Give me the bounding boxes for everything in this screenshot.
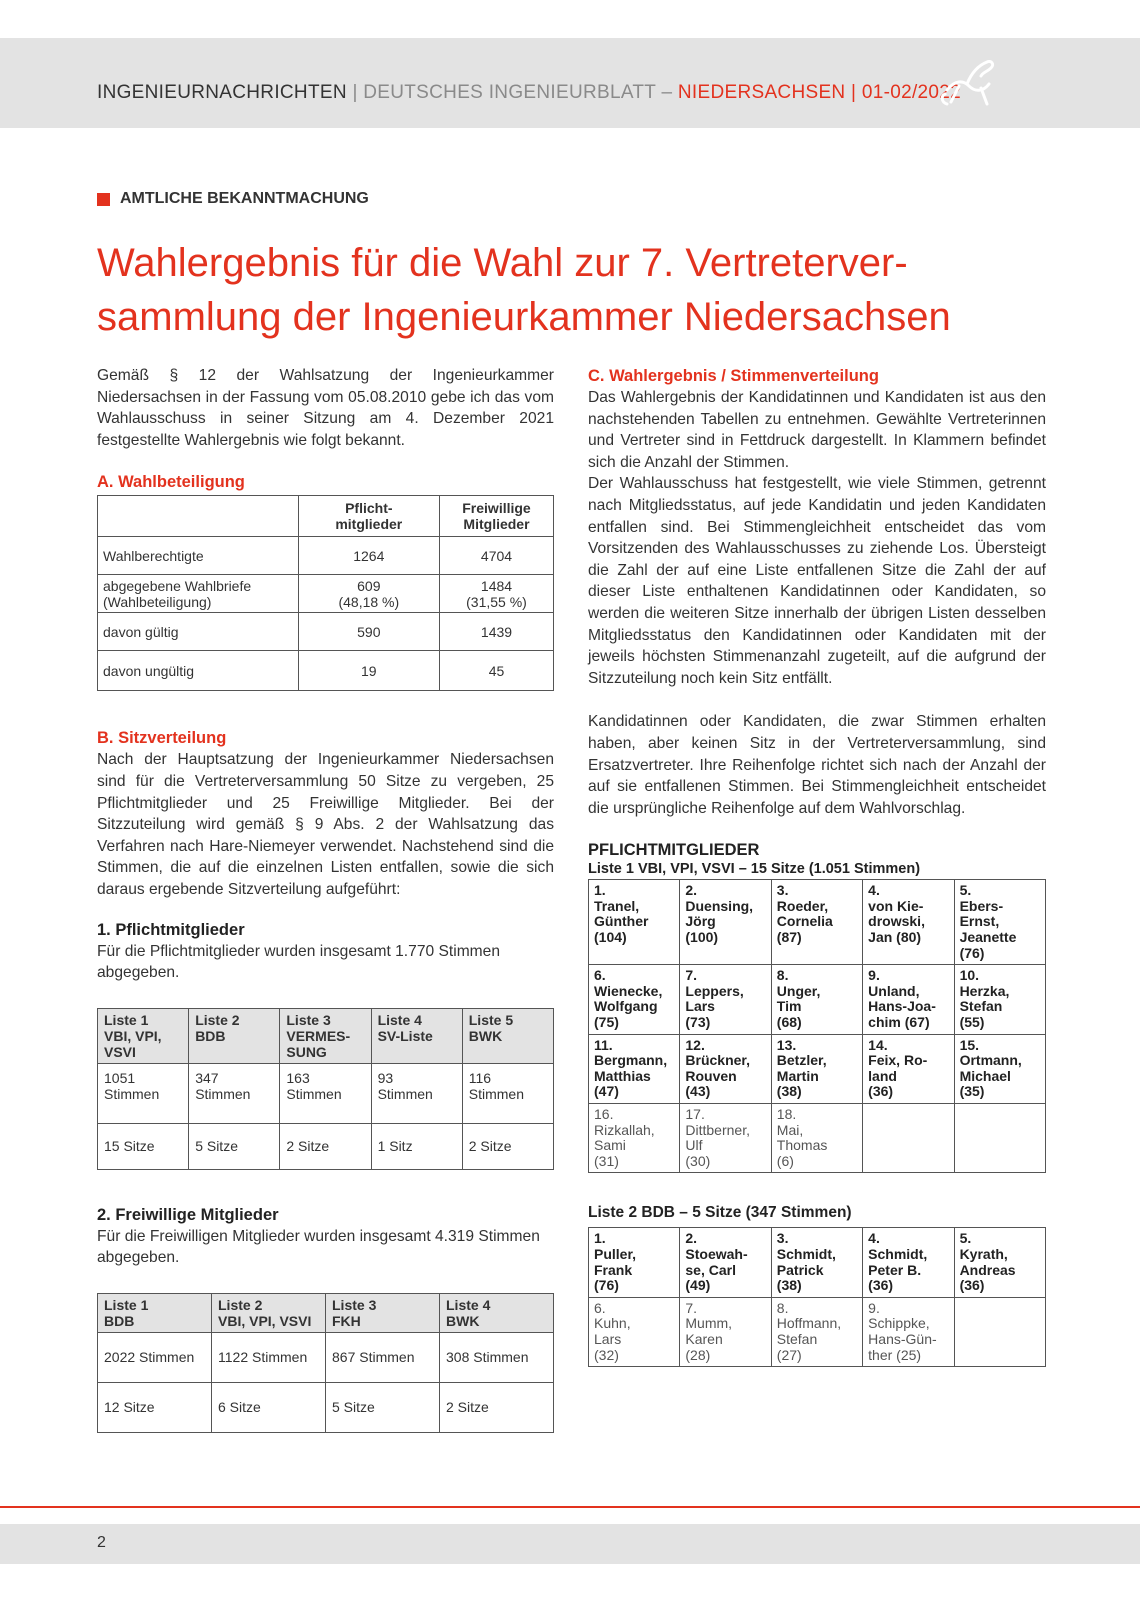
- candidate-line: Kyrath,: [959, 1245, 1008, 1262]
- section-c-paragraph-2: Der Wahlausschuss hat festgestellt, wie viele Stimmen, getrennt nach Mitgliedsstatus, auf jede Kandidatin und jeden Kandidaten entfallen sind. Bei Stimmengleichheit entscheidet das vom Vorsitzenden des Wahlausschusses zu ziehende Los. Übersteigt die Zahl der auf eine Liste entfallenen Sitze die Zahl der auf dieser Liste enthaltenen Kandidatinnen oder Kandidaten, so werden die weiteren Sitze innerhalb der übrigen Listen desselben Mitgliedsstatus den Kandidatinnen oder Kandidaten mit der jeweils höchsten Stimmenanzahl zugeteilt, auf die aufgrund der Sitzzuteilung noch kein Sitz entfällt.: [588, 475, 1046, 687]
- turnout-header-pflicht: Pflicht- mitglieder: [298, 496, 439, 537]
- candidate-line: Schippke,: [868, 1315, 930, 1332]
- candidate-line: Frank: [594, 1261, 633, 1278]
- section-a-heading: A. Wahlbeteiligung: [97, 473, 245, 492]
- elected-candidate: [863, 880, 954, 965]
- list-votes: 2022 Stimmen: [98, 1332, 212, 1382]
- header-separator: |: [346, 82, 364, 103]
- turnout-row-label: abgegebene Wahlbriefe (Wahlbeteiligung): [98, 575, 299, 613]
- candidate-line: land: [868, 1067, 897, 1084]
- candidate-line: 17.: [685, 1106, 705, 1122]
- candidate-line: chim (67): [868, 1014, 930, 1031]
- elected-candidate: [589, 1034, 680, 1103]
- list-seats: 1 Sitz: [371, 1123, 462, 1169]
- candidate-line: Wienecke,: [594, 982, 663, 999]
- section-c-paragraph-3: Kandidatinnen oder Kandidaten, die zwar Stimmen erhalten haben, aber keinen Sitz in der Vertreterversammlung, sind Ersatzvertreter. Ihre Reihenfolge richtet sich nach der Anzahl der auf sie entfallenen Stimmen. Bei Stimmengleichheit entscheidet die ursprüngliche Reihenfolge auf dem Wahlvorschlag.: [588, 713, 1046, 817]
- candidate-line: (47): [594, 1083, 619, 1100]
- candidate-line: Michael: [959, 1067, 1011, 1084]
- candidate-line: 3.: [776, 1230, 789, 1247]
- candidate-line: Ernst,: [959, 913, 1000, 930]
- elected-candidate: [863, 1228, 954, 1297]
- freiwillig-seat-header-row: [98, 1293, 554, 1332]
- empty-cell: [863, 1104, 954, 1173]
- candidate-line: (76): [959, 944, 985, 961]
- candidate-line: 1.: [594, 1230, 606, 1247]
- candidate-line: Sami: [594, 1137, 626, 1154]
- candidate-line: (31): [594, 1152, 619, 1169]
- table-row: [98, 613, 554, 651]
- list-votes: 93 Stimmen: [371, 1063, 462, 1123]
- list-seats: 2 Sitze: [440, 1382, 554, 1432]
- elected-candidate: [863, 1034, 954, 1103]
- candidate-line: 6.: [594, 967, 606, 984]
- table-row: [98, 1332, 554, 1382]
- candidate-line: Wolfgang: [594, 998, 658, 1015]
- candidate-line: Jörg: [685, 913, 716, 930]
- list-votes: 1051 Stimmen: [98, 1063, 189, 1123]
- table-row: [98, 1123, 554, 1169]
- list1-candidate-table: [588, 879, 1046, 1173]
- elected-candidate: [589, 880, 680, 965]
- title-line-2: sammlung der Ingenieurkammer Niedersachsen: [97, 295, 951, 339]
- candidate-line: (38): [776, 1277, 802, 1294]
- candidate-line: 10.: [959, 967, 980, 984]
- candidate-line: Hans-Joa-: [868, 998, 936, 1015]
- page-title: [97, 236, 1017, 344]
- list-seats: 2 Sitze: [280, 1123, 371, 1169]
- candidate-line: Dittberner,: [685, 1121, 750, 1138]
- candidate-line: Ebers-: [959, 897, 1004, 914]
- table-row: [98, 537, 554, 575]
- section-c-heading: C. Wahlergebnis / Stimmenverteilung: [588, 367, 879, 385]
- elected-candidate: [954, 1228, 1045, 1297]
- list-header: Liste 5 BWK: [462, 1008, 553, 1063]
- candidate-line: Jeanette: [959, 929, 1017, 946]
- list-header: Liste 4 SV-Liste: [371, 1008, 462, 1063]
- candidate-line: (30): [685, 1152, 711, 1169]
- header-issue: 01-02/2022: [861, 82, 961, 103]
- list-seats: 12 Sitze: [98, 1382, 212, 1432]
- list-votes: 1122 Stimmen: [212, 1332, 326, 1382]
- candidate-line: Tim: [776, 998, 802, 1015]
- candidate-line: Ulf: [685, 1137, 703, 1154]
- header-separator: |: [845, 82, 862, 103]
- elected-candidate: [954, 880, 1045, 965]
- list-header: Liste 1 VBI, VPI, VSVI: [98, 1008, 189, 1063]
- candidate-line: (35): [959, 1083, 985, 1100]
- elected-candidate: [680, 965, 771, 1034]
- list-header: Liste 1 BDB: [98, 1293, 212, 1332]
- candidate-line: (87): [776, 929, 802, 946]
- candidate-line: 8.: [776, 1299, 789, 1316]
- candidate-line: Feix, Ro-: [868, 1052, 928, 1069]
- candidate-line: 1.: [594, 882, 606, 899]
- candidate-line: Jan (80): [868, 929, 922, 946]
- candidate-line: Unger,: [776, 982, 821, 999]
- candidate-line: Karen: [685, 1330, 723, 1347]
- table-row: [98, 1382, 554, 1432]
- candidate-line: 7.: [685, 967, 698, 984]
- candidate-line: ther (25): [868, 1346, 922, 1363]
- elected-candidate: [954, 965, 1045, 1034]
- pflicht-seat-table: [97, 1008, 554, 1170]
- section-c-paragraph-1: Das Wahlergebnis der Kandidatinnen und Kandidaten ist aus den nachstehenden Tabellen zu entnehmen. Gewählte Vertreterinnen und Vertreter sind in Fettdruck dargestellt. In Klammern befindet sich die Anzahl der Stimmen.: [588, 389, 1046, 471]
- elected-candidate: [589, 1228, 680, 1297]
- candidate-line: 12.: [685, 1036, 705, 1053]
- candidate-line: Hoffmann,: [776, 1315, 842, 1332]
- turnout-header-blank: [98, 496, 299, 537]
- table-row: [589, 965, 1046, 1034]
- turnout-table: [97, 495, 554, 691]
- pflicht-seat-header-row: [98, 1008, 554, 1063]
- candidate-line: Leppers,: [685, 982, 744, 999]
- table-row: [589, 1297, 1046, 1366]
- candidate-line: (28): [685, 1346, 711, 1363]
- candidate-line: Stefan: [776, 1330, 818, 1347]
- candidate-line: (36): [868, 1083, 894, 1100]
- turnout-row-label: Wahlberechtigte: [98, 537, 299, 575]
- candidate-line: 16.: [594, 1106, 614, 1122]
- list-votes: 867 Stimmen: [326, 1332, 440, 1382]
- candidate-line: (49): [685, 1277, 711, 1294]
- right-column: [588, 365, 1046, 1367]
- elected-candidate: [863, 965, 954, 1034]
- turnout-value-freiwillig: 45: [439, 651, 553, 691]
- turnout-value-pflicht: 609 (48,18 %): [298, 575, 439, 613]
- substitute-candidate: [771, 1104, 862, 1173]
- pflicht-results-heading: PFLICHTMITGLIEDER: [588, 841, 760, 860]
- list-votes: 347 Stimmen: [189, 1063, 280, 1123]
- candidate-line: Herzka,: [959, 982, 1010, 999]
- running-header: [97, 82, 961, 104]
- turnout-value-freiwillig: 1439: [439, 613, 553, 651]
- candidate-line: Mumm,: [685, 1315, 733, 1332]
- list-seats: 5 Sitze: [326, 1382, 440, 1432]
- elected-candidate: [771, 965, 862, 1034]
- candidate-line: von Kie-: [868, 897, 924, 914]
- candidate-line: 18.: [776, 1106, 797, 1122]
- candidate-line: (6): [776, 1152, 794, 1169]
- section-kicker: [97, 190, 369, 208]
- candidate-line: drowski,: [868, 913, 925, 930]
- candidate-line: (32): [594, 1346, 619, 1363]
- footer-band: [0, 1524, 1140, 1564]
- candidate-line: Cornelia: [776, 913, 833, 930]
- list2-heading: Liste 2 BDB – 5 Sitze (347 Stimmen): [588, 1204, 852, 1222]
- candidate-line: Schmidt,: [868, 1245, 928, 1262]
- candidate-line: 15.: [959, 1036, 980, 1053]
- candidate-line: (55): [959, 1014, 985, 1031]
- turnout-value-freiwillig: 4704: [439, 537, 553, 575]
- candidate-line: (68): [776, 1014, 802, 1031]
- candidate-line: 3.: [776, 882, 789, 899]
- empty-cell: [954, 1297, 1045, 1366]
- list-seats: 2 Sitze: [462, 1123, 553, 1169]
- table-row: [98, 651, 554, 691]
- candidate-line: Peter B.: [868, 1261, 922, 1278]
- candidate-line: se, Carl: [685, 1261, 736, 1278]
- freiwillig-subheading: 2. Freiwillige Mitglieder: [97, 1205, 279, 1224]
- candidate-line: Puller,: [594, 1245, 637, 1262]
- candidate-line: 13.: [776, 1036, 797, 1053]
- candidate-line: Matthias: [594, 1067, 651, 1084]
- list-header: Liste 4 BWK: [440, 1293, 554, 1332]
- candidate-line: 2.: [685, 1230, 698, 1247]
- turnout-value-freiwillig: 1484 (31,55 %): [439, 575, 553, 613]
- candidate-line: 9.: [868, 1299, 880, 1316]
- header-section-name: INGENIEURNACHRICHTEN: [97, 82, 347, 103]
- candidate-line: (76): [594, 1277, 619, 1294]
- substitute-candidate: [589, 1297, 680, 1366]
- candidate-line: (36): [959, 1277, 985, 1294]
- pflicht-summary: Für die Pflichtmitglieder wurden insgesamt 1.770 Stimmen abgegeben.: [97, 942, 501, 982]
- candidate-line: (104): [594, 929, 627, 946]
- elected-candidate: [771, 1228, 862, 1297]
- kicker-label: AMTLICHE BEKANNTMACHUNG: [120, 190, 369, 207]
- elected-candidate: [680, 880, 771, 965]
- list-votes: 163 Stimmen: [280, 1063, 371, 1123]
- candidate-line: Schmidt,: [776, 1245, 836, 1262]
- list-votes: 308 Stimmen: [440, 1332, 554, 1382]
- substitute-candidate: [680, 1297, 771, 1366]
- freiwillig-seat-table: [97, 1293, 554, 1433]
- footer-rule: [0, 1506, 1140, 1508]
- candidate-line: Thomas: [776, 1137, 828, 1154]
- candidate-line: Roeder,: [776, 897, 829, 914]
- candidate-line: Unland,: [868, 982, 920, 999]
- candidate-line: Patrick: [776, 1261, 824, 1278]
- candidate-line: Andreas: [959, 1261, 1016, 1278]
- pflicht-subheading: 1. Pflichtmitglieder: [97, 920, 245, 939]
- empty-cell: [954, 1104, 1045, 1173]
- candidate-line: 11.: [594, 1036, 613, 1053]
- substitute-candidate: [863, 1297, 954, 1366]
- table-row: [589, 1228, 1046, 1297]
- candidate-line: Lars: [594, 1330, 622, 1347]
- turnout-row-label: davon gültig: [98, 613, 299, 651]
- candidate-line: 5.: [959, 882, 972, 899]
- list-votes: 116 Stimmen: [462, 1063, 553, 1123]
- header-publication: DEUTSCHES INGENIEURBLATT –: [363, 82, 678, 103]
- table-row: [589, 1034, 1046, 1103]
- candidate-line: Rouven: [685, 1067, 737, 1084]
- table-row: [589, 880, 1046, 965]
- list-header: Liste 2 VBI, VPI, VSVI: [212, 1293, 326, 1332]
- intro-paragraph: Gemäß § 12 der Wahlsatzung der Ingenieurkammer Niedersachsen in der Fassung vom 05.08.2010 gebe ich das vom Wahlausschuss in seiner Sitzung am 4. Dezember 2021 festgestellte Wahlergebnis wie folgt bekannt.: [97, 367, 554, 449]
- candidate-line: 2.: [685, 882, 698, 899]
- turnout-header-row: [98, 496, 554, 537]
- table-row: [98, 575, 554, 613]
- candidate-line: Tranel,: [594, 897, 640, 914]
- page-number: 2: [97, 1534, 106, 1551]
- candidate-line: Lars: [685, 998, 715, 1015]
- list-seats: 5 Sitze: [189, 1123, 280, 1169]
- table-row: [98, 1063, 554, 1123]
- turnout-value-pflicht: 1264: [298, 537, 439, 575]
- turnout-value-pflicht: 19: [298, 651, 439, 691]
- candidate-line: Mai,: [776, 1121, 804, 1138]
- elected-candidate: [680, 1034, 771, 1103]
- candidate-line: (43): [685, 1083, 711, 1100]
- list2-candidate-table: [588, 1227, 1046, 1367]
- candidate-line: (100): [685, 929, 719, 946]
- turnout-header-freiwillig: Freiwillige Mitglieder: [439, 496, 553, 537]
- candidate-line: Hans-Gün-: [868, 1330, 937, 1347]
- candidate-line: (27): [776, 1346, 802, 1363]
- elected-candidate: [771, 880, 862, 965]
- candidate-line: 4.: [868, 1230, 880, 1247]
- candidate-line: Betzler,: [776, 1052, 827, 1069]
- list-header: Liste 3 VERMES- SUNG: [280, 1008, 371, 1063]
- candidate-line: Stoewah-: [685, 1245, 748, 1262]
- candidate-line: (73): [685, 1014, 711, 1031]
- section-b-paragraph: Nach der Hauptsatzung der Ingenieurkammer Niedersachsen sind für die Vertreterversammlung 50 Sitze zu vergeben, 25 Pflichtmitglieder und 25 Freiwillige Mitglieder. Bei der Sitzzuteilung wird gemäß § 9 Abs. 2 der Wahlsatzung das Verfahren nach Hare-Niemeyer verwendet. Nachstehend sind die Stimmen, die auf die einzelnen Listen entfallen, sowie die sich daraus ergebende Sitzverteilung aufgeführt:: [97, 751, 554, 898]
- candidate-line: (36): [868, 1277, 894, 1294]
- candidate-line: Rizkallah,: [594, 1121, 655, 1138]
- left-column: [97, 365, 554, 1433]
- list1-heading: Liste 1 VBI, VPI, VSVI – 15 Sitze (1.051 Stimmen): [588, 861, 921, 878]
- elected-candidate: [589, 965, 680, 1034]
- table-row: [589, 1104, 1046, 1173]
- freiwillig-summary: Für die Freiwilligen Mitglieder wurden insgesamt 4.319 Stimmen abgegeben.: [97, 1227, 540, 1267]
- candidate-line: Martin: [776, 1067, 819, 1084]
- kicker-square-icon: [97, 193, 110, 206]
- candidate-line: (38): [776, 1083, 802, 1100]
- candidate-line: 6.: [594, 1299, 606, 1316]
- substitute-candidate: [680, 1104, 771, 1173]
- candidate-line: 7.: [685, 1299, 698, 1316]
- candidate-line: Stefan: [959, 998, 1003, 1015]
- candidate-line: 9.: [868, 967, 880, 984]
- turnout-value-pflicht: 590: [298, 613, 439, 651]
- candidate-line: Kuhn,: [594, 1315, 631, 1332]
- list-seats: 15 Sitze: [98, 1123, 189, 1169]
- horse-logo-icon: [937, 50, 1001, 114]
- header-region: NIEDERSACHSEN: [677, 82, 846, 103]
- elected-candidate: [680, 1228, 771, 1297]
- candidate-line: 5.: [959, 1230, 972, 1247]
- list-header: Liste 3 FKH: [326, 1293, 440, 1332]
- candidate-line: Bergmann,: [594, 1052, 668, 1069]
- substitute-candidate: [771, 1297, 862, 1366]
- candidate-line: 14.: [868, 1036, 888, 1053]
- elected-candidate: [771, 1034, 862, 1103]
- list-header: Liste 2 BDB: [189, 1008, 280, 1063]
- candidate-line: (75): [594, 1014, 619, 1031]
- candidate-line: Ortmann,: [959, 1052, 1022, 1069]
- section-b-heading: B. Sitzverteilung: [97, 729, 227, 748]
- candidate-line: Günther: [594, 913, 649, 930]
- candidate-line: Brückner,: [685, 1052, 750, 1069]
- candidate-line: 8.: [776, 967, 789, 984]
- list-seats: 6 Sitze: [212, 1382, 326, 1432]
- substitute-candidate: [589, 1104, 680, 1173]
- candidate-line: 4.: [868, 882, 880, 899]
- elected-candidate: [954, 1034, 1045, 1103]
- turnout-row-label: davon ungültig: [98, 651, 299, 691]
- title-line-1: Wahlergebnis für die Wahl zur 7. Vertreterver-: [97, 241, 908, 285]
- candidate-line: Duensing,: [685, 897, 754, 914]
